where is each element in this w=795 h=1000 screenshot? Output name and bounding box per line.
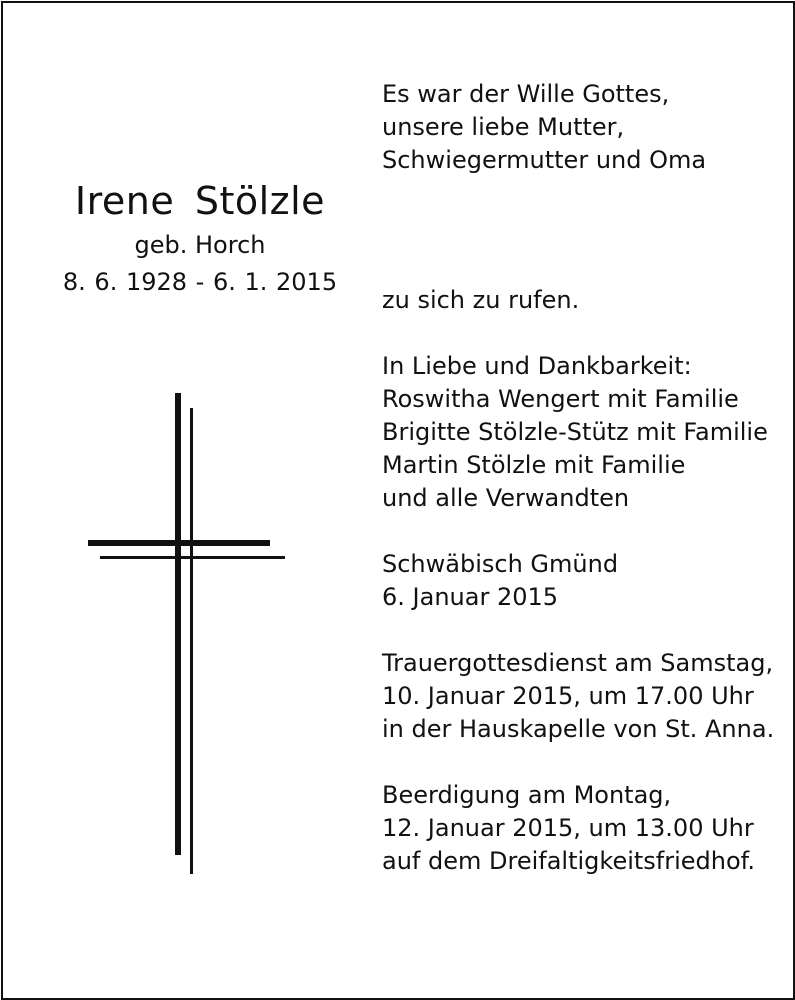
mourner-line: In Liebe und Dankbarkeit: — [382, 352, 692, 380]
intro-line: Schwiegermutter und Oma — [382, 146, 707, 174]
intro-block — [382, 78, 792, 177]
cross-vertical-thick — [175, 393, 181, 855]
maiden-name: geb. Horch — [134, 231, 266, 259]
intro-line: unsere liebe Mutter, — [382, 113, 625, 141]
cross-vertical-thin — [190, 408, 193, 874]
mourner-line: Martin Stölzle mit Familie — [382, 451, 686, 479]
service-line: Trauergottesdienst am Samstag, — [382, 649, 774, 677]
mourner-line: und alle Verwandten — [382, 484, 630, 512]
mourner-line: Roswitha Wengert mit Familie — [382, 385, 739, 413]
intro-line: Es war der Wille Gottes, — [382, 80, 670, 108]
cross-horizontal-thick — [88, 540, 270, 546]
burial-block — [382, 779, 792, 878]
called-line: zu sich zu rufen. — [382, 286, 580, 314]
life-dates: 8. 6. 1928 - 6. 1. 2015 — [62, 268, 338, 296]
service-line: 10. Januar 2015, um 17.00 Uhr — [382, 682, 754, 710]
burial-line: Beerdigung am Montag, — [382, 781, 672, 809]
place-line: Schwäbisch Gmünd — [382, 550, 619, 578]
place-date-block — [382, 548, 792, 614]
called-block — [382, 284, 792, 317]
burial-line: 12. Januar 2015, um 13.00 Uhr — [382, 814, 754, 842]
notice-text — [382, 78, 792, 878]
service-line: in der Hauskapelle von St. Anna. — [382, 715, 775, 743]
deceased-name: Irene Stölzle — [74, 179, 326, 223]
burial-line: auf dem Dreifaltigkeitsfriedhof. — [382, 847, 755, 875]
mourner-line: Brigitte Stölzle-Stütz mit Familie — [382, 418, 768, 446]
cross-horizontal-thin — [100, 556, 285, 559]
service-block — [382, 647, 792, 746]
date-line: 6. Januar 2015 — [382, 583, 559, 611]
mourners-block — [382, 350, 792, 515]
